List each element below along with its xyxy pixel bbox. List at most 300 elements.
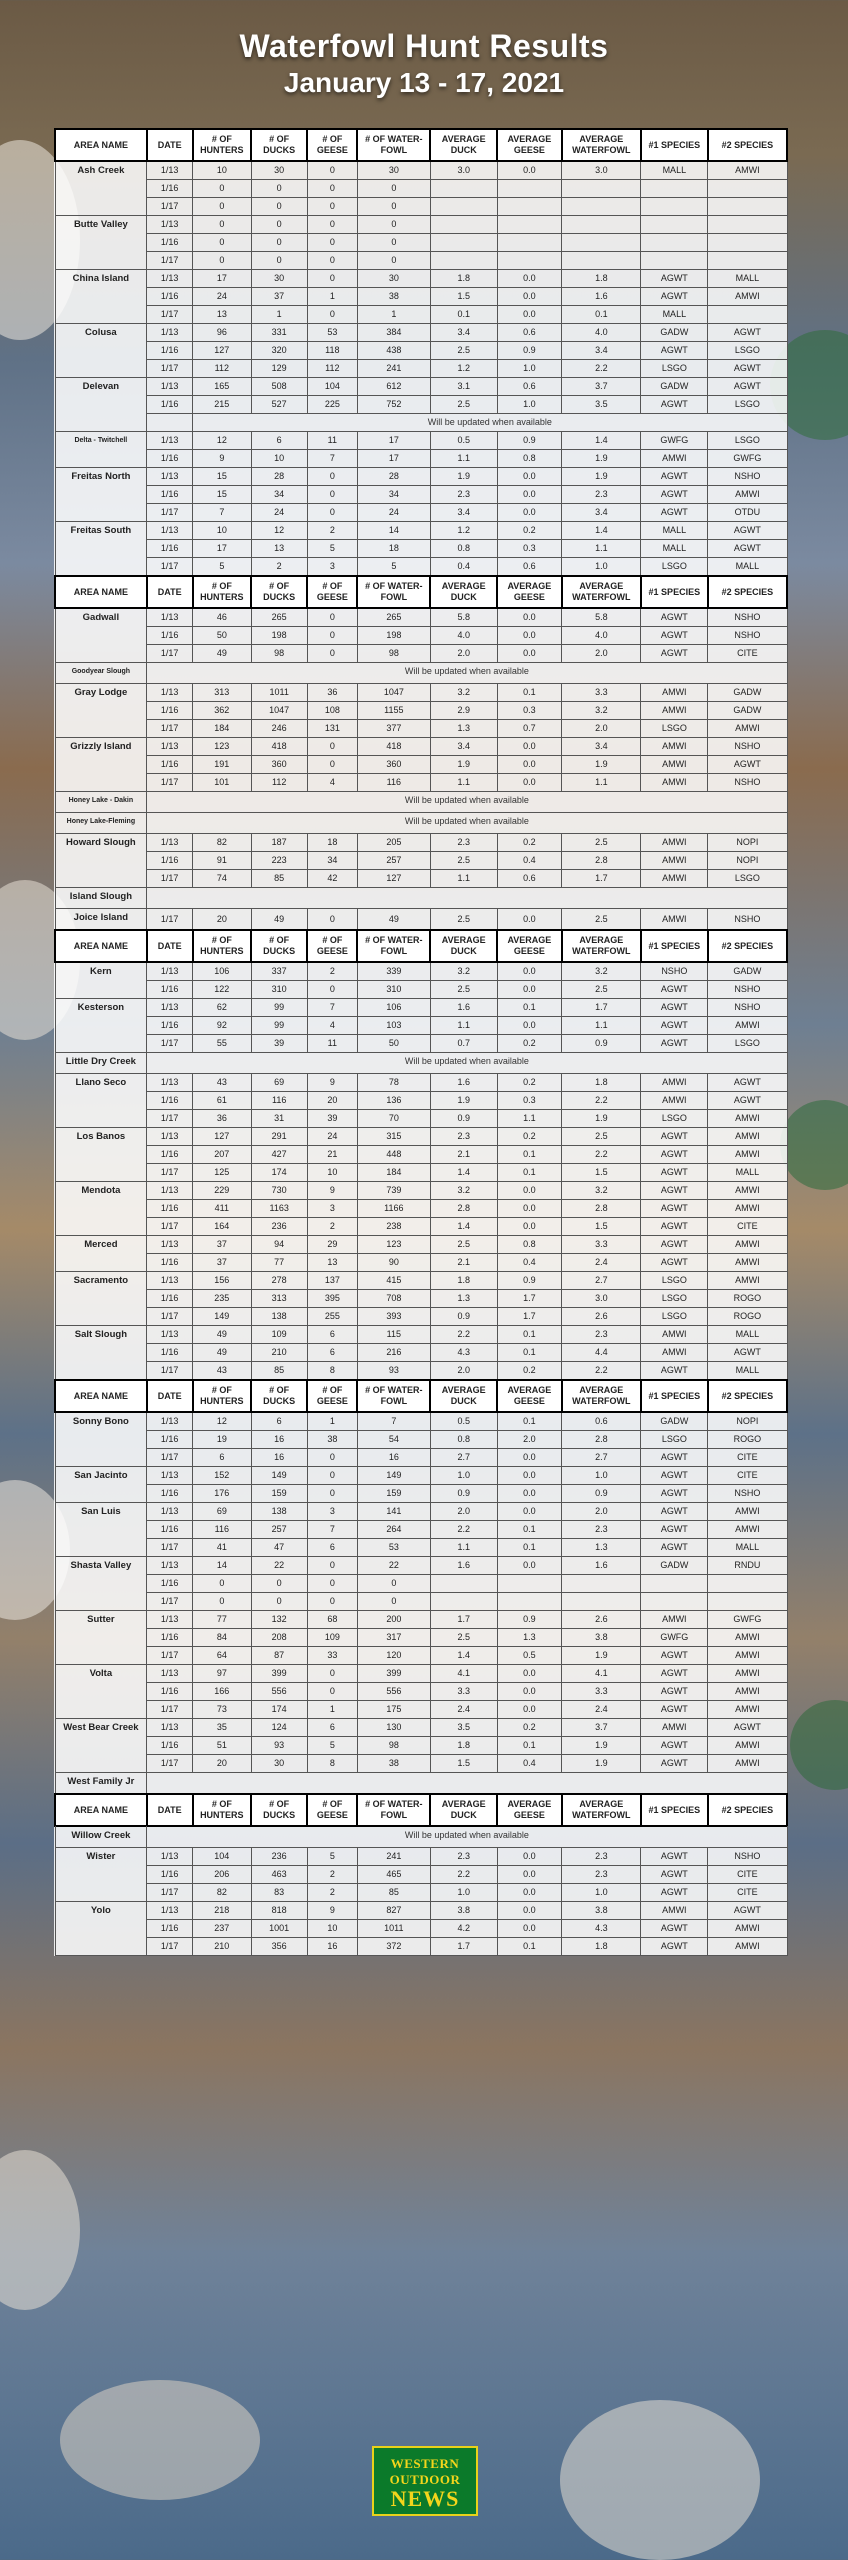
- table-cell: [641, 1575, 708, 1593]
- table-cell: 1/16: [147, 852, 193, 870]
- table-cell: 0: [193, 234, 251, 252]
- table-cell: 18: [357, 540, 430, 558]
- area-name: Volta: [55, 1665, 147, 1719]
- table-cell: 2.5: [430, 1629, 497, 1647]
- table-cell: 24: [193, 288, 251, 306]
- table-cell: AGWT: [641, 1017, 708, 1035]
- table-cell: 6: [193, 1449, 251, 1467]
- area-name: Grizzly Island: [55, 738, 147, 792]
- table-row: [55, 558, 787, 577]
- area-name: Merced: [55, 1236, 147, 1272]
- table-cell: 164: [193, 1218, 251, 1236]
- table-cell: 1/17: [147, 306, 193, 324]
- table-cell: 372: [357, 1938, 430, 1956]
- column-header: AVERAGE GEESE: [497, 129, 562, 161]
- table-cell: [562, 234, 641, 252]
- table-cell: 1.0: [562, 1884, 641, 1902]
- table-cell: 1: [307, 288, 357, 306]
- table-cell: 1.9: [430, 756, 497, 774]
- table-cell: AGWT: [708, 378, 787, 396]
- table-cell: 0.0: [497, 1848, 562, 1866]
- table-cell: AGWT: [641, 1485, 708, 1503]
- table-cell: 15: [193, 486, 251, 504]
- table-cell: AGWT: [708, 360, 787, 378]
- table-cell: 141: [357, 1503, 430, 1521]
- table-cell: 1.0: [562, 558, 641, 577]
- table-cell: 1.1: [430, 1017, 497, 1035]
- table-cell: NSHO: [641, 962, 708, 981]
- table-row: [55, 1629, 787, 1647]
- table-cell: 0.9: [430, 1485, 497, 1503]
- table-cell: AGWT: [641, 1182, 708, 1200]
- table-cell: 9: [193, 450, 251, 468]
- table-cell: [641, 252, 708, 270]
- table-cell: GADW: [641, 324, 708, 342]
- table-cell: 184: [193, 720, 251, 738]
- table-cell: AGWT: [641, 1737, 708, 1755]
- table-cell: 1.8: [562, 1074, 641, 1092]
- table-cell: 2.5: [430, 981, 497, 999]
- table-cell: 51: [193, 1737, 251, 1755]
- area-name: Freitas North: [55, 468, 147, 522]
- table-cell: CITE: [708, 1467, 787, 1485]
- table-cell: 3.4: [562, 738, 641, 756]
- table-cell: [430, 216, 497, 234]
- table-cell: 0: [307, 645, 357, 663]
- table-cell: 1/13: [147, 1611, 193, 1629]
- table-cell: AGWT: [708, 522, 787, 540]
- table-cell: 0.9: [430, 1110, 497, 1128]
- table-cell: 0.0: [497, 1017, 562, 1035]
- table-cell: 1/16: [147, 756, 193, 774]
- column-header: #2 SPECIES: [708, 1794, 787, 1826]
- table-cell: 1.7: [430, 1611, 497, 1629]
- table-cell: [708, 252, 787, 270]
- table-cell: 1.9: [562, 756, 641, 774]
- table-cell: 1047: [251, 702, 307, 720]
- table-cell: 1.9: [430, 1092, 497, 1110]
- table-row: [55, 1539, 787, 1557]
- table-cell: 2.0: [562, 1503, 641, 1521]
- table-cell: 127: [193, 342, 251, 360]
- table-cell: 124: [251, 1719, 307, 1737]
- table-cell: 1.1: [497, 1110, 562, 1128]
- column-header: # OF HUNTERS: [193, 576, 251, 608]
- table-cell: AMWI: [708, 1254, 787, 1272]
- table-cell: NSHO: [708, 1485, 787, 1503]
- table-cell: AMWI: [708, 1272, 787, 1290]
- table-cell: 55: [193, 1035, 251, 1053]
- table-cell: 1.7: [497, 1308, 562, 1326]
- table-cell: 1/16: [147, 1629, 193, 1647]
- table-cell: 0.1: [497, 1344, 562, 1362]
- table-cell: 49: [357, 909, 430, 931]
- table-cell: 2.8: [562, 852, 641, 870]
- table-cell: 1.7: [430, 1938, 497, 1956]
- table-cell: 0: [307, 1575, 357, 1593]
- table-cell: 0: [307, 198, 357, 216]
- table-cell: 12: [193, 432, 251, 450]
- table-cell: 210: [193, 1938, 251, 1956]
- table-row: [55, 720, 787, 738]
- table-cell: 1/17: [147, 1593, 193, 1611]
- table-cell: 132: [251, 1611, 307, 1629]
- column-header: # OF HUNTERS: [193, 129, 251, 161]
- page-header: [0, 28, 848, 99]
- column-header: AVERAGE GEESE: [497, 576, 562, 608]
- table-cell: 1.6: [430, 1074, 497, 1092]
- table-cell: 1: [307, 1701, 357, 1719]
- table-cell: 310: [357, 981, 430, 999]
- table-row: [55, 504, 787, 522]
- table-cell: 17: [193, 540, 251, 558]
- table-cell: 82: [193, 1884, 251, 1902]
- table-cell: [641, 216, 708, 234]
- table-cell: 123: [193, 738, 251, 756]
- table-cell: 0.4: [430, 558, 497, 577]
- table-cell: 225: [307, 396, 357, 414]
- table-cell: 395: [307, 1290, 357, 1308]
- table-cell: 411: [193, 1200, 251, 1218]
- table-cell: AGWT: [641, 1920, 708, 1938]
- date-range: January 13 - 17, 2021: [283, 67, 565, 98]
- table-cell: 5.8: [562, 608, 641, 627]
- area-name: Sutter: [55, 1611, 147, 1665]
- table-cell: 205: [357, 834, 430, 852]
- table-cell: 0.3: [497, 1092, 562, 1110]
- column-header: #1 SPECIES: [641, 1794, 708, 1826]
- table-cell: 16: [251, 1431, 307, 1449]
- table-cell: 2.2: [562, 1146, 641, 1164]
- table-row: [55, 1182, 787, 1200]
- table-cell: 360: [357, 756, 430, 774]
- table-cell: 0.0: [497, 504, 562, 522]
- table-cell: 42: [307, 870, 357, 888]
- table-cell: 0.8: [497, 450, 562, 468]
- table-row: [55, 909, 787, 931]
- area-name: Wister: [55, 1848, 147, 1902]
- table-cell: 3.2: [562, 702, 641, 720]
- table-cell: 1/13: [147, 1074, 193, 1092]
- column-header: # OF DUCKS: [251, 930, 307, 962]
- table-cell: [562, 1593, 641, 1611]
- table-row: [55, 414, 787, 432]
- table-cell: 20: [307, 1092, 357, 1110]
- table-cell: CITE: [708, 1449, 787, 1467]
- table-cell: 1/13: [147, 1902, 193, 1920]
- table-cell: 362: [193, 702, 251, 720]
- table-cell: AMWI: [641, 756, 708, 774]
- table-cell: NSHO: [708, 738, 787, 756]
- table-cell: 138: [251, 1308, 307, 1326]
- table-row: [55, 1110, 787, 1128]
- table-cell: 0: [251, 1593, 307, 1611]
- table-cell: 241: [357, 360, 430, 378]
- table-cell: 2.0: [430, 645, 497, 663]
- table-cell: GWFG: [641, 432, 708, 450]
- table-cell: 174: [251, 1164, 307, 1182]
- table-cell: 93: [357, 1362, 430, 1381]
- table-row: [55, 981, 787, 999]
- table-cell: 2.5: [562, 1128, 641, 1146]
- table-cell: 0: [193, 1575, 251, 1593]
- table-cell: 18: [307, 834, 357, 852]
- table-cell: AGWT: [641, 1236, 708, 1254]
- table-cell: 1.2: [430, 522, 497, 540]
- table-cell: 1/13: [147, 1467, 193, 1485]
- area-name: West Bear Creek: [55, 1719, 147, 1773]
- table-cell: 22: [251, 1557, 307, 1575]
- table-cell: 165: [193, 378, 251, 396]
- table-cell: 0: [193, 1593, 251, 1611]
- table-cell: 438: [357, 342, 430, 360]
- table-cell: LSGO: [708, 432, 787, 450]
- table-cell: AMWI: [641, 909, 708, 931]
- table-cell: 1/16: [147, 1254, 193, 1272]
- table-cell: AGWT: [641, 1218, 708, 1236]
- western-outdoor-news-logo: [372, 2446, 478, 2516]
- table-cell: 159: [251, 1485, 307, 1503]
- table-cell: 1/13: [147, 324, 193, 342]
- table-cell: 13: [193, 306, 251, 324]
- update-note: [147, 888, 787, 909]
- logo-line1: WESTERN: [390, 2456, 460, 2471]
- table-cell: AGWT: [708, 540, 787, 558]
- table-cell: 13: [307, 1254, 357, 1272]
- table-cell: 0.1: [497, 1938, 562, 1956]
- table-cell: 752: [357, 396, 430, 414]
- table-cell: 0: [307, 1467, 357, 1485]
- table-cell: 1.5: [562, 1218, 641, 1236]
- table-cell: 1/13: [147, 1557, 193, 1575]
- table-row: [55, 378, 787, 396]
- table-cell: 30: [251, 161, 307, 180]
- column-header: AREA NAME: [55, 1794, 147, 1826]
- area-name: Llano Seco: [55, 1074, 147, 1128]
- table-cell: 0.0: [497, 1182, 562, 1200]
- table-cell: 12: [193, 1412, 251, 1431]
- table-cell: 1/17: [147, 252, 193, 270]
- table-cell: [708, 198, 787, 216]
- logo-line3: NEWS: [390, 2486, 460, 2511]
- area-name: Willow Creek: [55, 1826, 147, 1848]
- table-cell: 1/13: [147, 522, 193, 540]
- table-cell: 0.3: [497, 702, 562, 720]
- table-cell: 15: [193, 468, 251, 486]
- table-cell: 1/13: [147, 432, 193, 450]
- table-cell: 3.3: [430, 1683, 497, 1701]
- table-cell: 0: [251, 198, 307, 216]
- table-cell: 54: [357, 1431, 430, 1449]
- table-row: [55, 342, 787, 360]
- table-cell: 1/17: [147, 1539, 193, 1557]
- table-cell: 17: [193, 270, 251, 288]
- table-row: [55, 684, 787, 702]
- table-cell: 91: [193, 852, 251, 870]
- table-cell: 4.1: [562, 1665, 641, 1683]
- area-name: Howard Slough: [55, 834, 147, 888]
- table-cell: 1/16: [147, 450, 193, 468]
- table-cell: 1.1: [562, 774, 641, 792]
- table-cell: 2.2: [430, 1866, 497, 1884]
- table-cell: 0.9: [497, 342, 562, 360]
- table-cell: 0.0: [497, 1200, 562, 1218]
- table-cell: 1.8: [430, 270, 497, 288]
- table-cell: 1/13: [147, 1236, 193, 1254]
- table-cell: 399: [251, 1665, 307, 1683]
- table-cell: 1/17: [147, 198, 193, 216]
- table-cell: 149: [357, 1467, 430, 1485]
- table-cell: LSGO: [708, 342, 787, 360]
- table-cell: 2.3: [430, 486, 497, 504]
- table-cell: 0.0: [497, 756, 562, 774]
- table-cell: 1/17: [147, 645, 193, 663]
- table-row: [55, 1848, 787, 1866]
- table-cell: 1/17: [147, 504, 193, 522]
- column-header: # OF WATER-FOWL: [357, 930, 430, 962]
- table-cell: 0: [193, 180, 251, 198]
- table-cell: 1.4: [562, 432, 641, 450]
- table-cell: GADW: [641, 1557, 708, 1575]
- table-cell: 33: [307, 1647, 357, 1665]
- table-cell: 1.5: [562, 1164, 641, 1182]
- table-cell: 0.6: [497, 870, 562, 888]
- table-cell: AGWT: [641, 504, 708, 522]
- table-cell: ROGO: [708, 1308, 787, 1326]
- table-cell: [497, 216, 562, 234]
- table-cell: 61: [193, 1092, 251, 1110]
- table-cell: 0.0: [497, 608, 562, 627]
- table-cell: 0.5: [430, 432, 497, 450]
- table-cell: 0.0: [497, 161, 562, 180]
- area-name: Sonny Bono: [55, 1412, 147, 1467]
- table-cell: 30: [357, 270, 430, 288]
- table-cell: 612: [357, 378, 430, 396]
- table-cell: AMWI: [708, 1647, 787, 1665]
- table-cell: 0.1: [497, 1737, 562, 1755]
- table-cell: 0.9: [497, 432, 562, 450]
- table-cell: 0.2: [497, 1362, 562, 1381]
- table-cell: 238: [357, 1218, 430, 1236]
- table-cell: 98: [251, 645, 307, 663]
- table-cell: AMWI: [641, 1344, 708, 1362]
- table-row: [55, 1164, 787, 1182]
- table-cell: 1/13: [147, 1182, 193, 1200]
- table-cell: 0.0: [497, 1902, 562, 1920]
- table-cell: 0.6: [497, 324, 562, 342]
- table-cell: 0.2: [497, 1074, 562, 1092]
- table-cell: AMWI: [641, 1326, 708, 1344]
- table-cell: 1/17: [147, 558, 193, 577]
- column-header: #1 SPECIES: [641, 129, 708, 161]
- table-cell: AGWT: [708, 1719, 787, 1737]
- table-cell: 1/16: [147, 1344, 193, 1362]
- table-cell: 1/13: [147, 738, 193, 756]
- table-cell: AGWT: [641, 1200, 708, 1218]
- table-cell: 49: [193, 645, 251, 663]
- table-cell: 99: [251, 999, 307, 1017]
- table-cell: 1/13: [147, 468, 193, 486]
- table-cell: 0: [307, 909, 357, 931]
- table-cell: 527: [251, 396, 307, 414]
- column-header: AVERAGE GEESE: [497, 1380, 562, 1412]
- table-cell: 1047: [357, 684, 430, 702]
- column-header: #1 SPECIES: [641, 576, 708, 608]
- table-cell: 0.0: [497, 486, 562, 504]
- table-cell: 16: [307, 1938, 357, 1956]
- table-cell: GWFG: [708, 1611, 787, 1629]
- table-cell: 103: [357, 1017, 430, 1035]
- table-cell: 1/16: [147, 1290, 193, 1308]
- table-cell: 237: [193, 1920, 251, 1938]
- table-row: [55, 1035, 787, 1053]
- table-cell: 2.4: [562, 1701, 641, 1719]
- column-header: AREA NAME: [55, 129, 147, 161]
- table-cell: 556: [357, 1683, 430, 1701]
- table-cell: 116: [193, 1521, 251, 1539]
- table-cell: 4.0: [562, 324, 641, 342]
- table-cell: 97: [193, 1665, 251, 1683]
- column-header: # OF GEESE: [307, 1794, 357, 1826]
- table-cell: 198: [251, 627, 307, 645]
- table-cell: 1/16: [147, 1737, 193, 1755]
- table-cell: 85: [357, 1884, 430, 1902]
- table-cell: 4.0: [562, 627, 641, 645]
- table-row: [55, 216, 787, 234]
- table-cell: 30: [251, 1755, 307, 1773]
- table-cell: GWFG: [641, 1629, 708, 1647]
- table-cell: 1.0: [497, 396, 562, 414]
- table-cell: 1/13: [147, 962, 193, 981]
- table-cell: 0.0: [497, 468, 562, 486]
- table-cell: 138: [251, 1503, 307, 1521]
- table-cell: [562, 252, 641, 270]
- table-cell: 2.8: [562, 1200, 641, 1218]
- table-cell: AMWI: [641, 1611, 708, 1629]
- table-cell: 37: [251, 288, 307, 306]
- table-cell: 166: [193, 1683, 251, 1701]
- table-cell: AMWI: [641, 870, 708, 888]
- table-cell: 393: [357, 1308, 430, 1326]
- table-cell: 1.8: [562, 1938, 641, 1956]
- table-cell: 39: [307, 1110, 357, 1128]
- table-cell: 399: [357, 1665, 430, 1683]
- table-cell: 4.3: [562, 1920, 641, 1938]
- table-row: [55, 1755, 787, 1773]
- table-cell: 2.2: [430, 1326, 497, 1344]
- table-cell: 0: [193, 216, 251, 234]
- table-cell: OTDU: [708, 504, 787, 522]
- table-cell: [497, 198, 562, 216]
- column-header: # OF WATER-FOWL: [357, 1794, 430, 1826]
- table-cell: 1.4: [430, 1218, 497, 1236]
- table-row: [55, 1200, 787, 1218]
- table-cell: 77: [193, 1611, 251, 1629]
- table-cell: [641, 180, 708, 198]
- table-cell: 384: [357, 324, 430, 342]
- table-cell: 0.8: [430, 1431, 497, 1449]
- table-cell: 3.7: [562, 1719, 641, 1737]
- table-cell: 36: [307, 684, 357, 702]
- table-cell: [430, 252, 497, 270]
- table-cell: 2.6: [562, 1611, 641, 1629]
- update-note: Will be updated when available: [147, 1826, 787, 1848]
- column-header: #1 SPECIES: [641, 930, 708, 962]
- table-cell: 19: [193, 1431, 251, 1449]
- column-header: #1 SPECIES: [641, 1380, 708, 1412]
- table-cell: 2.7: [430, 1449, 497, 1467]
- table-cell: 0: [307, 161, 357, 180]
